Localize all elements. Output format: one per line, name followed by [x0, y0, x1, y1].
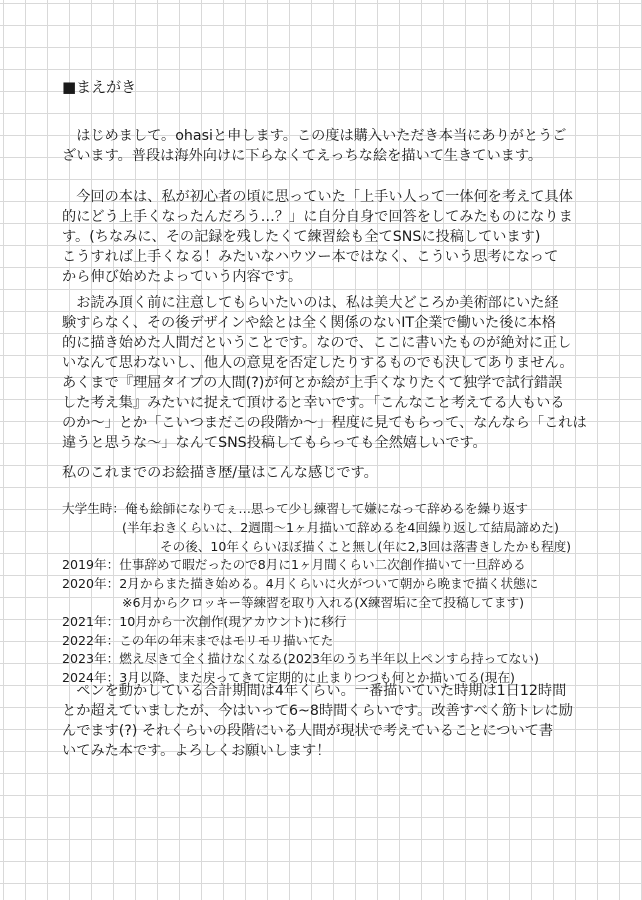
- history-row: ※6月からクロッキー等練習を取り入れる(X練習垢に全て投稿してます): [122, 594, 524, 610]
- history-row: 2022年：この年の年末まではモリモリ描いてた: [62, 632, 334, 648]
- history-row: 2019年：仕事辞めて暇だったので8月に1ヶ月間くらい二次創作描いて一旦辞める: [62, 557, 526, 573]
- purpose-line: こうすれば上手くなる！みたいなハウツー本ではなく、こういう思考になって: [62, 249, 559, 265]
- notice-line: お読み頂く前に注意してもらいたいのは、私は美大どころか美術部にいた経: [62, 295, 559, 311]
- notice-line: 的に描き始めた人間だということです。なので、ここに書いたものが絶対に正し: [62, 335, 572, 351]
- history-row: 2023年：燃え尽きて全く描けなくなる(2023年のうち半年以上ペンすら持ってない): [62, 651, 539, 667]
- purpose-line: す。(ちなみに、その記録を残したくて練習絵も全てSNSに投稿しています): [62, 229, 541, 245]
- notice-line: あくまで『理屈タイプの人間(?)が何とか絵が上手くなりたくて独学で試行錯誤: [62, 375, 563, 391]
- history-row: 2024年：3月以降、また戻ってきて定期的に止まりつつも何とか描いてる(現在): [62, 670, 515, 686]
- intro-line: ざいます。普段は海外向けに下らなくてえっちな絵を描いて生きています。: [62, 148, 543, 164]
- purpose-paragraph: [62, 187, 584, 287]
- closing-line: とか超えていましたが、今はいって6~8時間くらいです。改善すべく筋トレに励: [62, 703, 573, 719]
- notice-line: 違うと思うな～」なんてSNS投稿してもらっても全然嬉しいです。: [62, 435, 487, 451]
- history-row: (半年おきくらいに、2週間～1ヶ月描いて辞めるを4回繰り返して結局諦めた): [122, 519, 559, 535]
- intro-paragraph: [62, 126, 584, 166]
- history-row: 大学生時：俺も絵師になりてぇ…思って少し練習して嫌になって辞めるを繰り返す: [62, 501, 528, 516]
- history-row: 2020年：2月からまた描き始める。4月くらいに火がついて朝から晩まで描く状態に: [62, 576, 539, 592]
- closing-paragraph: [62, 681, 584, 761]
- notice-line: した考え集』みたいに捉えて頂けると幸いです。「こんなこと考えてる人もいる: [62, 395, 565, 411]
- closing-line: ペンを動かしている合計期間は4年くらい。一番描いていた時期は1日12時間: [62, 683, 567, 699]
- notice-paragraph: [62, 293, 587, 453]
- history-title: 私のこれまでのお絵描き歴/量はこんな感じです。: [62, 465, 378, 481]
- purpose-line: 今回の本は、私が初心者の頃に思っていた「上手い人って一体何を考えて具体: [62, 189, 573, 205]
- purpose-line: 的にどう上手くなったんだろう…？」に自分自身で回答をしてみたものになりま: [62, 209, 573, 225]
- closing-line: いてみた本です。よろしくお願いします！: [62, 743, 331, 759]
- purpose-line: から伸び始めたよっていう内容です。: [62, 269, 303, 285]
- notice-line: のか～」とか「こいつまだこの段階か～」程度に見てもらって、なんなら「これは: [62, 415, 587, 431]
- history-row: 2021年：10月から一次創作(現アカウント)に移行: [62, 613, 347, 629]
- section-heading: ■まえがき: [62, 78, 137, 96]
- notice-line: 験すらなく、その後デザインや絵とは全く関係のないIT企業で働いた後に本格: [62, 315, 556, 331]
- closing-line: んでます(?) それくらいの段階にいる人間が現状で考えていることについて書: [62, 723, 554, 739]
- intro-line: はじめまして。ohasiと申します。この度は購入いただき本当にありがとうご: [62, 128, 567, 144]
- notice-line: いなんて思わないし、他人の意見を否定したりするものでも決してありません。: [62, 355, 574, 371]
- history-row: その後、10年くらいほぼ描くこと無し(年に2,3回は落書きしたかも程度): [160, 538, 572, 554]
- history-list: [62, 500, 592, 688]
